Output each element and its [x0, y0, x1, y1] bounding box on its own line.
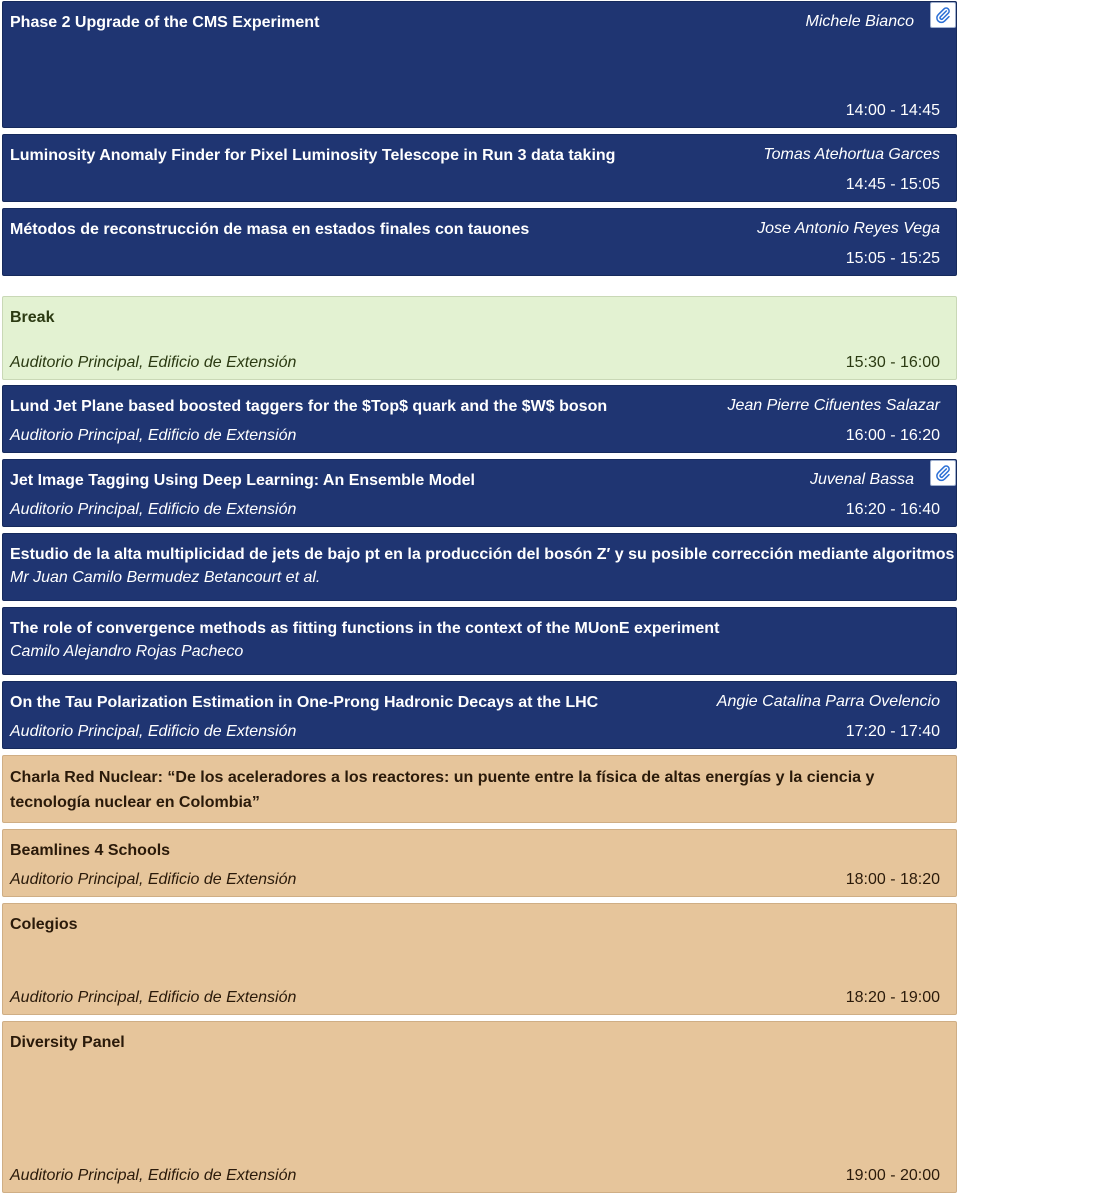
entry-title[interactable]: Phase 2 Upgrade of the CMS Experiment [10, 14, 320, 31]
entry-title[interactable]: Métodos de reconstrucción de masa en estados finales con tauones [10, 221, 530, 238]
timetable-entry-luminosity[interactable] [2, 134, 957, 202]
entry-title[interactable]: Luminosity Anomaly Finder for Pixel Luminosity Telescope in Run 3 data taking [10, 147, 616, 164]
entry-speaker: Michele Bianco [805, 13, 914, 30]
entry-time: 16:00 - 16:20 [845, 427, 940, 444]
entry-speaker: Jose Antonio Reyes Vega [757, 220, 940, 237]
entry-title[interactable]: Lund Jet Plane based boosted taggers for the $Top$ quark and the $W$ boson [10, 398, 608, 415]
entry-time: 17:20 - 17:40 [845, 723, 940, 740]
entry-speaker: Mr Juan Camilo Bermudez Betancourt et al. [10, 569, 321, 586]
entry-title[interactable]: On the Tau Polarization Estimation in One-Prong Hadronic Decays at the LHC [10, 694, 599, 711]
entry-location: Auditorio Principal, Edificio de Extensión [10, 354, 297, 371]
entry-title[interactable]: Jet Image Tagging Using Deep Learning: An Ensemble Model [10, 472, 475, 489]
timetable-entry-break[interactable] [2, 296, 957, 380]
timetable-entry-diversity-panel[interactable] [2, 1021, 957, 1193]
timetable-entry-tau-polarization[interactable] [2, 681, 957, 749]
entry-title[interactable]: Colegios [10, 916, 78, 933]
entry-title[interactable]: Charla Red Nuclear: “De los aceleradores a los reactores: un puente entre la física de altas energías y la ciencia y tecnología nuclear en Colombia” [10, 769, 875, 811]
paperclip-icon [934, 464, 952, 482]
entry-title[interactable]: Diversity Panel [10, 1034, 125, 1051]
entry-location: Auditorio Principal, Edificio de Extensión [10, 427, 297, 444]
attachment-button[interactable] [930, 2, 956, 28]
timetable-entry-estudio-multiplicidad[interactable] [2, 533, 1114, 601]
entry-title[interactable]: Break [10, 309, 55, 326]
timetable-entry-charla-red-nuclear[interactable] [2, 755, 957, 823]
entry-title[interactable]: Estudio de la alta multiplicidad de jets de bajo pt en la producción del bosón Z′ y su posible corrección mediante algoritmos de machine learning [10, 546, 1114, 563]
entry-time: 18:00 - 18:20 [845, 871, 940, 888]
entry-location: Auditorio Principal, Edificio de Extensión [10, 1167, 297, 1184]
entry-speaker: Juvenal Bassa [809, 471, 914, 488]
entry-time: 19:00 - 20:00 [845, 1167, 940, 1184]
timetable-entry-cms-phase2[interactable] [2, 1, 957, 128]
timetable-entry-lund-jet[interactable] [2, 385, 957, 453]
timetable-entry-metodos[interactable] [2, 208, 957, 276]
entry-location: Auditorio Principal, Edificio de Extensión [10, 989, 297, 1006]
entry-location: Auditorio Principal, Edificio de Extensión [10, 723, 297, 740]
entry-title[interactable]: The role of convergence methods as fitting functions in the context of the MUonE experiment [10, 620, 720, 637]
entry-title[interactable]: Beamlines 4 Schools [10, 842, 171, 859]
paperclip-icon [934, 6, 952, 24]
entry-location: Auditorio Principal, Edificio de Extensión [10, 871, 297, 888]
entry-time: 14:45 - 15:05 [845, 176, 940, 193]
entry-speaker: Angie Catalina Parra Ovelencio [716, 693, 940, 710]
entry-time: 15:30 - 16:00 [845, 354, 940, 371]
entry-time: 18:20 - 19:00 [845, 989, 940, 1006]
entry-location: Auditorio Principal, Edificio de Extensión [10, 501, 297, 518]
timetable-entry-colegios[interactable] [2, 903, 957, 1015]
timetable-entry-convergence[interactable] [2, 607, 957, 675]
entry-time: 16:20 - 16:40 [845, 501, 940, 518]
entry-speaker: Tomas Atehortua Garces [763, 146, 940, 163]
entry-speaker: Jean Pierre Cifuentes Salazar [727, 397, 940, 414]
entry-time: 14:00 - 14:45 [845, 102, 940, 119]
entry-speaker: Camilo Alejandro Rojas Pacheco [10, 643, 244, 660]
timetable-entry-jet-image[interactable] [2, 459, 957, 527]
attachment-button[interactable] [930, 460, 956, 486]
timetable-entry-beamlines[interactable] [2, 829, 957, 897]
entry-time: 15:05 - 15:25 [845, 250, 940, 267]
